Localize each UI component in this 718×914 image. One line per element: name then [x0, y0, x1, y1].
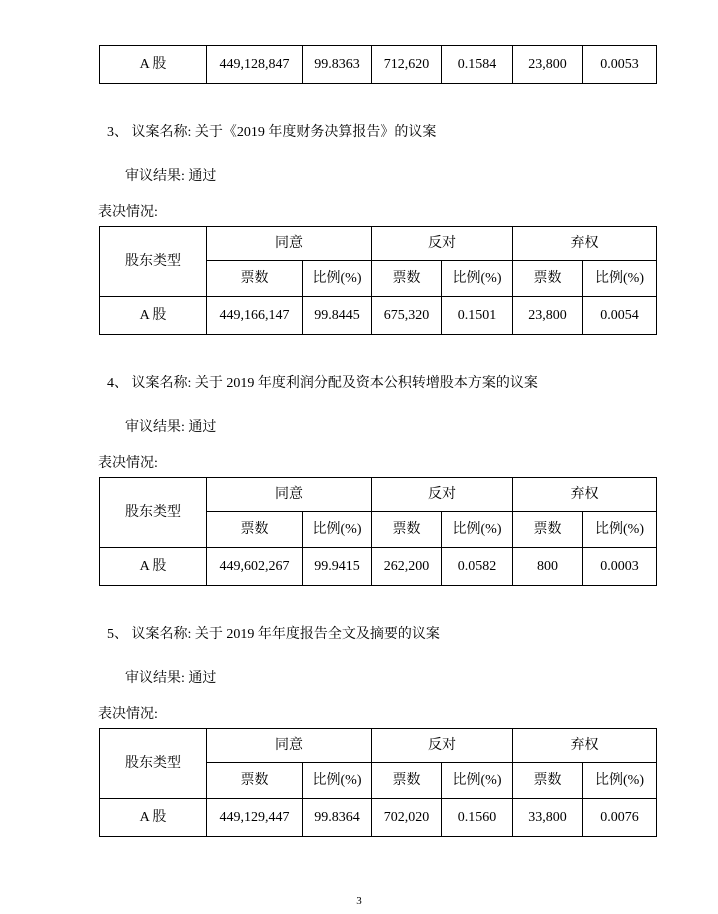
- cell-oppose-ratio: 0.1584: [442, 46, 513, 84]
- header-votes: 票数: [207, 261, 303, 297]
- header-ratio: 比例(%): [442, 261, 513, 297]
- header-agree: 同意: [207, 478, 372, 512]
- review-result: 审议结果: 通过: [125, 169, 217, 184]
- header-ratio: 比例(%): [303, 261, 372, 297]
- cell-oppose-votes: 262,200: [372, 548, 442, 586]
- header-shareholder-type: 股东类型: [100, 227, 207, 297]
- cell-shareholder-type: A 股: [100, 548, 207, 586]
- cell-agree-ratio: 99.8363: [303, 46, 372, 84]
- header-votes: 票数: [207, 763, 303, 799]
- header-ratio: 比例(%): [583, 261, 657, 297]
- header-oppose: 反对: [372, 478, 513, 512]
- header-oppose: 反对: [372, 227, 513, 261]
- header-ratio: 比例(%): [303, 512, 372, 548]
- cell-oppose-votes: 712,620: [372, 46, 442, 84]
- cell-agree-votes: 449,166,147: [207, 297, 303, 335]
- proposal-section-4: [0, 375, 718, 586]
- cell-abstain-ratio: 0.0054: [583, 297, 657, 335]
- cell-agree-ratio: 99.9415: [303, 548, 372, 586]
- table-header-row: [100, 227, 657, 261]
- cell-agree-ratio: 99.8445: [303, 297, 372, 335]
- voting-table: [99, 226, 657, 335]
- voting-table: [99, 728, 657, 837]
- header-votes: 票数: [513, 512, 583, 548]
- header-shareholder-type: 股东类型: [100, 729, 207, 799]
- cell-oppose-votes: 702,020: [372, 799, 442, 837]
- table-header-row: [100, 729, 657, 763]
- header-abstain: 弃权: [513, 478, 657, 512]
- cell-agree-votes: 449,602,267: [207, 548, 303, 586]
- header-votes: 票数: [372, 261, 442, 297]
- proposal-heading: 5、 议案名称: 关于 2019 年年度报告全文及摘要的议案: [107, 627, 440, 642]
- proposal-heading: 3、 议案名称: 关于《2019 年度财务决算报告》的议案: [107, 125, 437, 140]
- header-votes: 票数: [513, 763, 583, 799]
- cell-agree-votes: 449,128,847: [207, 46, 303, 84]
- header-votes: 票数: [372, 763, 442, 799]
- cell-abstain-votes: 23,800: [513, 46, 583, 84]
- voting-label: 表决情况:: [98, 707, 158, 722]
- table-row: [100, 548, 657, 586]
- cell-oppose-votes: 675,320: [372, 297, 442, 335]
- header-ratio: 比例(%): [583, 512, 657, 548]
- header-oppose: 反对: [372, 729, 513, 763]
- header-ratio: 比例(%): [583, 763, 657, 799]
- table-row: [100, 46, 657, 84]
- voting-table: [99, 477, 657, 586]
- cell-oppose-ratio: 0.1501: [442, 297, 513, 335]
- cell-abstain-ratio: 0.0076: [583, 799, 657, 837]
- header-agree: 同意: [207, 227, 372, 261]
- cell-agree-votes: 449,129,447: [207, 799, 303, 837]
- carryover-vote-table: [99, 45, 657, 84]
- proposal-section-3: [0, 124, 718, 335]
- page-number: 3: [356, 895, 362, 907]
- header-ratio: 比例(%): [303, 763, 372, 799]
- table-header-row: [100, 478, 657, 512]
- voting-label: 表决情况:: [98, 456, 158, 471]
- proposal-section-5: [0, 626, 718, 837]
- cell-abstain-votes: 33,800: [513, 799, 583, 837]
- cell-oppose-ratio: 0.1560: [442, 799, 513, 837]
- cell-shareholder-type: A 股: [100, 297, 207, 335]
- header-votes: 票数: [372, 512, 442, 548]
- table-row: [100, 297, 657, 335]
- cell-abstain-ratio: 0.0053: [583, 46, 657, 84]
- cell-shareholder-type: A 股: [100, 46, 207, 84]
- cell-abstain-ratio: 0.0003: [583, 548, 657, 586]
- cell-oppose-ratio: 0.0582: [442, 548, 513, 586]
- header-abstain: 弃权: [513, 227, 657, 261]
- review-result: 审议结果: 通过: [125, 671, 217, 686]
- header-ratio: 比例(%): [442, 763, 513, 799]
- header-agree: 同意: [207, 729, 372, 763]
- proposal-heading: 4、 议案名称: 关于 2019 年度利润分配及资本公积转增股本方案的议案: [107, 376, 538, 391]
- cell-abstain-votes: 800: [513, 548, 583, 586]
- header-ratio: 比例(%): [442, 512, 513, 548]
- table-row: [100, 799, 657, 837]
- cell-agree-ratio: 99.8364: [303, 799, 372, 837]
- header-shareholder-type: 股东类型: [100, 478, 207, 548]
- header-abstain: 弃权: [513, 729, 657, 763]
- cell-shareholder-type: A 股: [100, 799, 207, 837]
- cell-abstain-votes: 23,800: [513, 297, 583, 335]
- review-result: 审议结果: 通过: [125, 420, 217, 435]
- header-votes: 票数: [513, 261, 583, 297]
- header-votes: 票数: [207, 512, 303, 548]
- voting-label: 表决情况:: [98, 205, 158, 220]
